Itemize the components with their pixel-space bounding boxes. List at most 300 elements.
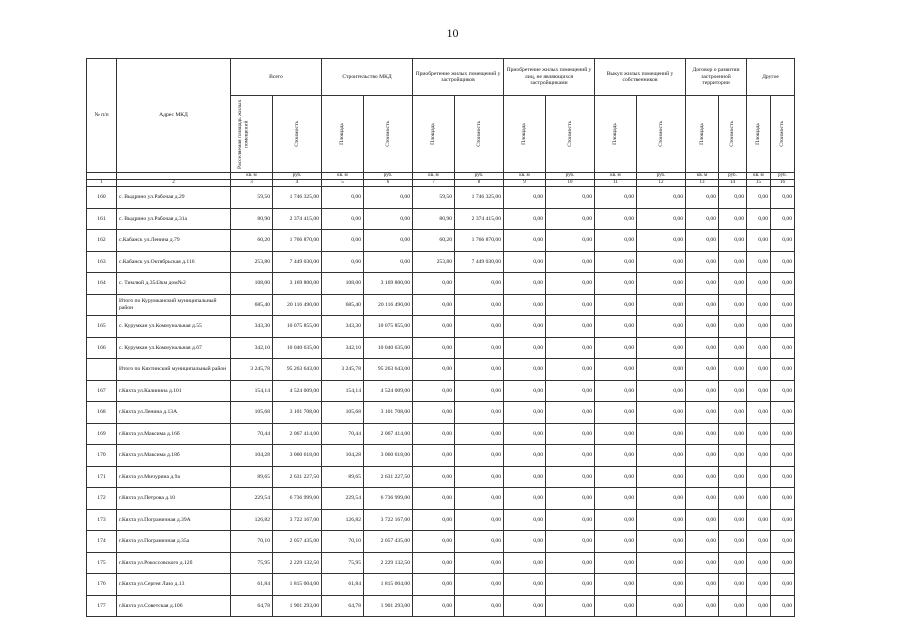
value-cell: 0,00 [595, 208, 637, 230]
value-cell: 0,00 [719, 574, 747, 596]
value-cell: 343,30 [231, 316, 273, 338]
column-number: 10 [546, 180, 595, 187]
value-cell: 0,00 [546, 595, 595, 617]
table-row [87, 380, 795, 402]
value-cell: 0,00 [455, 552, 504, 574]
value-cell: 4 524 009,00 [364, 380, 413, 402]
column-number: 13 [686, 180, 719, 187]
row-address: с.Кабанск ул.Ленина д.79 [117, 230, 231, 252]
value-cell: 0,00 [504, 402, 546, 424]
value-cell: 0,00 [771, 552, 795, 574]
table-row [87, 531, 795, 553]
value-cell: 3 060 618,00 [364, 445, 413, 467]
value-cell: 0,00 [595, 402, 637, 424]
row-number: 175 [87, 552, 117, 574]
row-address: г.Кяхта ул.Сергея Лазо д.13 [117, 574, 231, 596]
header-sub: Стоимость [364, 96, 413, 173]
value-cell: 3 722 167,00 [273, 509, 322, 531]
value-cell: 20 116 490,00 [273, 294, 322, 316]
value-cell: 0,00 [719, 423, 747, 445]
value-cell: 0,00 [637, 273, 686, 295]
subtotal-row [87, 294, 795, 316]
value-cell: 0,00 [719, 230, 747, 252]
value-cell: 0,00 [455, 423, 504, 445]
value-cell: 342,10 [322, 337, 364, 359]
value-cell: 0,00 [322, 187, 364, 209]
header-group: Выкуп жилых помещений у собственников [595, 59, 686, 96]
value-cell: 0,00 [546, 380, 595, 402]
value-cell: 0,00 [637, 552, 686, 574]
value-cell: 126,82 [231, 509, 273, 531]
value-cell: 0,00 [413, 595, 455, 617]
value-cell: 3 060 618,00 [273, 445, 322, 467]
table-row [87, 273, 795, 295]
value-cell: 0,00 [364, 230, 413, 252]
value-cell: 0,00 [719, 466, 747, 488]
value-cell: 0,00 [637, 466, 686, 488]
value-cell: 1 766 870,00 [455, 230, 504, 252]
value-cell: 61,84 [231, 574, 273, 596]
value-cell: 0,00 [771, 574, 795, 596]
value-cell: 0,00 [413, 273, 455, 295]
value-cell: 0,00 [686, 380, 719, 402]
header-group: Приобретение жилых помещений у лиц, не являющихся застройщиками [504, 59, 595, 96]
value-cell: 108,00 [322, 273, 364, 295]
value-cell: 0,00 [719, 187, 747, 209]
unit-cell: кв. м [504, 173, 546, 180]
value-cell: 0,00 [719, 273, 747, 295]
value-cell: 0,00 [595, 359, 637, 381]
value-cell: 0,00 [747, 380, 771, 402]
row-number: 177 [87, 595, 117, 617]
value-cell: 89,65 [322, 466, 364, 488]
value-cell: 70,10 [231, 531, 273, 553]
value-cell: 0,00 [771, 445, 795, 467]
value-cell: 0,00 [686, 273, 719, 295]
row-address: г.Кяхта ул.Пограничная д.35а [117, 531, 231, 553]
value-cell: 0,00 [637, 294, 686, 316]
value-cell: 0,00 [322, 230, 364, 252]
value-cell: 0,00 [771, 251, 795, 273]
row-number [87, 359, 117, 381]
value-cell: 0,00 [595, 488, 637, 510]
value-cell: 0,00 [637, 574, 686, 596]
value-cell: 70,10 [322, 531, 364, 553]
header-row-groups [87, 59, 795, 96]
value-cell: 64,78 [231, 595, 273, 617]
header-sub: Площадь [413, 96, 455, 173]
value-cell: 0,00 [686, 294, 719, 316]
unit-cell: руб. [546, 173, 595, 180]
value-cell: 0,00 [686, 552, 719, 574]
value-cell: 2 374 415,00 [455, 208, 504, 230]
value-cell: 2 067 414,00 [273, 423, 322, 445]
value-cell: 0,00 [747, 316, 771, 338]
value-cell: 0,00 [747, 359, 771, 381]
value-cell: 0,00 [719, 509, 747, 531]
header-row-col-numbers [87, 180, 795, 187]
value-cell: 80,90 [413, 208, 455, 230]
table-row [87, 552, 795, 574]
row-number: 161 [87, 208, 117, 230]
value-cell: 1 746 325,00 [455, 187, 504, 209]
unit-cell: кв. м [686, 173, 719, 180]
row-address: г.Кяхта ул.Рокоссовского д.12б [117, 552, 231, 574]
value-cell: 0,00 [637, 509, 686, 531]
table-row [87, 337, 795, 359]
unit-cell: руб. [637, 173, 686, 180]
column-number: 2 [117, 180, 231, 187]
value-cell: 0,00 [771, 294, 795, 316]
value-cell: 0,00 [719, 359, 747, 381]
row-number: 167 [87, 380, 117, 402]
column-number: 3 [231, 180, 273, 187]
unit-cell: кв. м [322, 173, 364, 180]
value-cell: 154,14 [231, 380, 273, 402]
row-number: 164 [87, 273, 117, 295]
value-cell: 0,00 [747, 230, 771, 252]
row-address: Итого по Курумканский муниципальный район [117, 294, 231, 316]
value-cell: 0,00 [771, 316, 795, 338]
value-cell: 3 245,78 [231, 359, 273, 381]
unit-cell: руб. [273, 173, 322, 180]
value-cell: 0,00 [686, 208, 719, 230]
value-cell: 10 075 855,00 [364, 316, 413, 338]
value-cell: 0,00 [686, 230, 719, 252]
value-cell: 685,40 [322, 294, 364, 316]
value-cell: 0,00 [322, 251, 364, 273]
column-number: 14 [719, 180, 747, 187]
value-cell: 0,00 [637, 423, 686, 445]
value-cell: 0,00 [595, 466, 637, 488]
value-cell: 0,00 [686, 359, 719, 381]
value-cell: 253,80 [231, 251, 273, 273]
value-cell: 0,00 [686, 595, 719, 617]
value-cell: 0,00 [747, 445, 771, 467]
table-row [87, 595, 795, 617]
header-sub: Площадь [747, 96, 771, 173]
value-cell: 4 524 009,00 [273, 380, 322, 402]
unit-cell: руб. [771, 173, 795, 180]
value-cell: 70,44 [322, 423, 364, 445]
value-cell: 0,00 [455, 273, 504, 295]
value-cell: 0,00 [413, 337, 455, 359]
header-sub: Площадь [686, 96, 719, 173]
value-cell: 3 245,78 [322, 359, 364, 381]
value-cell: 7 449 030,00 [455, 251, 504, 273]
value-cell: 2 067 414,00 [364, 423, 413, 445]
value-cell: 0,00 [637, 187, 686, 209]
value-cell: 0,00 [504, 445, 546, 467]
value-cell: 0,00 [455, 531, 504, 553]
value-cell: 104,28 [322, 445, 364, 467]
row-number: 170 [87, 445, 117, 467]
value-cell: 0,00 [686, 251, 719, 273]
value-cell: 342,10 [231, 337, 273, 359]
row-number: 166 [87, 337, 117, 359]
value-cell: 10 075 855,00 [273, 316, 322, 338]
row-number: 171 [87, 466, 117, 488]
header-num: № п/п [87, 59, 117, 173]
value-cell: 0,00 [747, 337, 771, 359]
row-number: 165 [87, 316, 117, 338]
value-cell: 0,00 [747, 273, 771, 295]
column-number: 7 [413, 180, 455, 187]
row-address: с. Курумкан ул.Коммунальная д.67 [117, 337, 231, 359]
value-cell: 0,00 [595, 273, 637, 295]
row-address: г.Кяхта ул.Пограничная д.39А [117, 509, 231, 531]
row-number: 173 [87, 509, 117, 531]
value-cell: 229,54 [231, 488, 273, 510]
value-cell: 89,65 [231, 466, 273, 488]
value-cell: 0,00 [771, 273, 795, 295]
value-cell: 0,00 [504, 509, 546, 531]
value-cell: 0,00 [771, 380, 795, 402]
value-cell: 0,00 [595, 294, 637, 316]
header-group: Другое [747, 59, 795, 96]
table-row [87, 574, 795, 596]
resettlement-table [86, 58, 795, 617]
value-cell: 7 449 030,00 [273, 251, 322, 273]
value-cell: 0,00 [595, 187, 637, 209]
value-cell: 0,00 [504, 273, 546, 295]
row-address: с. Курумкан ул.Коммунальная д.55 [117, 316, 231, 338]
header-row-units [87, 173, 795, 180]
row-address: г.Кяхта ул.Максима д.18б [117, 445, 231, 467]
value-cell: 0,00 [771, 359, 795, 381]
page-number: 10 [446, 26, 459, 40]
value-cell: 0,00 [455, 509, 504, 531]
value-cell: 0,00 [747, 595, 771, 617]
value-cell: 0,00 [747, 423, 771, 445]
value-cell: 0,00 [413, 552, 455, 574]
value-cell: 0,00 [771, 488, 795, 510]
value-cell: 0,00 [546, 273, 595, 295]
value-cell: 0,00 [719, 531, 747, 553]
value-cell: 0,00 [637, 251, 686, 273]
value-cell: 0,00 [747, 208, 771, 230]
table-row [87, 445, 795, 467]
value-cell: 1 901 293,00 [273, 595, 322, 617]
value-cell: 0,00 [771, 423, 795, 445]
value-cell: 0,00 [595, 509, 637, 531]
value-cell: 0,00 [637, 230, 686, 252]
value-cell: 95 263 643,00 [364, 359, 413, 381]
header-sub: Расселяемая площадь жилых помещений [231, 96, 273, 173]
value-cell: 0,00 [504, 574, 546, 596]
column-number: 5 [322, 180, 364, 187]
value-cell: 0,00 [546, 488, 595, 510]
value-cell: 0,00 [637, 445, 686, 467]
value-cell: 104,28 [231, 445, 273, 467]
value-cell: 0,00 [719, 208, 747, 230]
value-cell: 0,00 [719, 337, 747, 359]
header-sub: Стоимость [637, 96, 686, 173]
value-cell: 0,00 [686, 574, 719, 596]
value-cell: 0,00 [504, 423, 546, 445]
header-group: Строительство МКД [322, 59, 413, 96]
value-cell: 0,00 [637, 531, 686, 553]
row-number: 162 [87, 230, 117, 252]
value-cell: 0,00 [413, 316, 455, 338]
value-cell: 0,00 [455, 595, 504, 617]
value-cell: 0,00 [413, 509, 455, 531]
value-cell: 0,00 [546, 230, 595, 252]
value-cell: 0,00 [504, 251, 546, 273]
header-sub: Площадь [504, 96, 546, 173]
row-address: г.Кяхта ул.Мичурина д.9а [117, 466, 231, 488]
value-cell: 0,00 [686, 402, 719, 424]
value-cell: 0,00 [455, 337, 504, 359]
value-cell: 0,00 [637, 316, 686, 338]
column-number: 12 [637, 180, 686, 187]
value-cell: 0,00 [413, 423, 455, 445]
value-cell: 0,00 [546, 208, 595, 230]
value-cell: 59,50 [413, 187, 455, 209]
value-cell: 0,00 [595, 316, 637, 338]
value-cell: 0,00 [504, 466, 546, 488]
value-cell: 0,00 [637, 380, 686, 402]
value-cell: 75,95 [231, 552, 273, 574]
value-cell: 0,00 [771, 230, 795, 252]
row-address: г.Кяхта ул.Калинина д.101 [117, 380, 231, 402]
value-cell: 0,00 [686, 187, 719, 209]
value-cell: 2 229 132,50 [364, 552, 413, 574]
value-cell: 3 169 800,00 [273, 273, 322, 295]
value-cell: 0,00 [504, 488, 546, 510]
value-cell: 0,00 [455, 402, 504, 424]
table-row [87, 423, 795, 445]
value-cell: 2 631 227,50 [273, 466, 322, 488]
row-address: г.Кяхта ул.Советская д.106 [117, 595, 231, 617]
value-cell: 0,00 [747, 488, 771, 510]
header-sub: Стоимость [455, 96, 504, 173]
value-cell: 0,00 [504, 208, 546, 230]
value-cell: 105,68 [231, 402, 273, 424]
value-cell: 0,00 [413, 531, 455, 553]
value-cell: 0,00 [455, 488, 504, 510]
value-cell: 0,00 [322, 208, 364, 230]
value-cell: 0,00 [747, 509, 771, 531]
unit-cell: руб. [719, 173, 747, 180]
value-cell: 0,00 [413, 380, 455, 402]
column-number: 8 [455, 180, 504, 187]
value-cell: 0,00 [747, 402, 771, 424]
value-cell: 0,00 [719, 251, 747, 273]
value-cell: 0,00 [455, 294, 504, 316]
row-address: с. Выдрино ул.Рабочая д.31а [117, 208, 231, 230]
row-number: 169 [87, 423, 117, 445]
value-cell: 0,00 [504, 294, 546, 316]
header-sub: Площадь [322, 96, 364, 173]
value-cell: 0,00 [637, 402, 686, 424]
table-row [87, 187, 795, 209]
value-cell: 61,84 [322, 574, 364, 596]
value-cell: 2 631 227,50 [364, 466, 413, 488]
value-cell: 0,00 [771, 531, 795, 553]
header-group: Договор о развитии застроенной территории [686, 59, 747, 96]
value-cell: 0,00 [719, 552, 747, 574]
value-cell: 2 057 435,00 [273, 531, 322, 553]
table-row [87, 402, 795, 424]
row-address: г.Кяхта ул.Максима д.16б [117, 423, 231, 445]
value-cell: 0,00 [637, 488, 686, 510]
column-number: 6 [364, 180, 413, 187]
value-cell: 0,00 [455, 574, 504, 596]
value-cell: 0,00 [546, 552, 595, 574]
value-cell: 0,00 [504, 595, 546, 617]
value-cell: 0,00 [719, 595, 747, 617]
value-cell: 0,00 [504, 316, 546, 338]
table-row [87, 251, 795, 273]
value-cell: 0,00 [546, 445, 595, 467]
value-cell: 0,00 [771, 402, 795, 424]
value-cell: 0,00 [455, 466, 504, 488]
row-number: 168 [87, 402, 117, 424]
value-cell: 0,00 [771, 509, 795, 531]
value-cell: 0,00 [595, 595, 637, 617]
value-cell: 75,95 [322, 552, 364, 574]
value-cell: 0,00 [747, 552, 771, 574]
value-cell: 0,00 [719, 488, 747, 510]
value-cell: 2 057 435,00 [364, 531, 413, 553]
value-cell: 1 746 325,00 [273, 187, 322, 209]
table-row [87, 509, 795, 531]
row-address: с. Выдрино ул.Рабочая д.29 [117, 187, 231, 209]
value-cell: 0,00 [595, 251, 637, 273]
row-number: 174 [87, 531, 117, 553]
value-cell: 0,00 [595, 230, 637, 252]
table-row [87, 230, 795, 252]
value-cell: 0,00 [595, 552, 637, 574]
value-cell: 60,20 [413, 230, 455, 252]
value-cell: 0,00 [595, 574, 637, 596]
value-cell: 0,00 [546, 531, 595, 553]
value-cell: 64,78 [322, 595, 364, 617]
value-cell: 0,00 [413, 294, 455, 316]
value-cell: 0,00 [637, 595, 686, 617]
value-cell: 0,00 [686, 531, 719, 553]
value-cell: 1 766 870,00 [273, 230, 322, 252]
header-address: Адрес МКД [117, 59, 231, 173]
value-cell: 0,00 [747, 251, 771, 273]
row-address: г.Кяхта ул.Петрова д.10 [117, 488, 231, 510]
value-cell: 154,14 [322, 380, 364, 402]
row-number: 172 [87, 488, 117, 510]
value-cell: 0,00 [364, 187, 413, 209]
value-cell: 1 815 004,00 [273, 574, 322, 596]
value-cell: 0,00 [546, 251, 595, 273]
value-cell: 0,00 [686, 509, 719, 531]
header-sub: Стоимость [273, 96, 322, 173]
value-cell: 0,00 [686, 316, 719, 338]
value-cell: 0,00 [504, 187, 546, 209]
value-cell: 1 815 004,00 [364, 574, 413, 596]
table-row [87, 316, 795, 338]
value-cell: 0,00 [364, 251, 413, 273]
value-cell: 0,00 [719, 445, 747, 467]
value-cell: 0,00 [455, 445, 504, 467]
value-cell: 0,00 [595, 445, 637, 467]
value-cell: 95 263 643,00 [273, 359, 322, 381]
value-cell: 0,00 [719, 316, 747, 338]
value-cell: 0,00 [595, 380, 637, 402]
header-group: Всего [231, 59, 322, 96]
unit-cell: кв. м [231, 173, 273, 180]
value-cell: 20 116 490,00 [364, 294, 413, 316]
table-row [87, 208, 795, 230]
value-cell: 0,00 [546, 423, 595, 445]
